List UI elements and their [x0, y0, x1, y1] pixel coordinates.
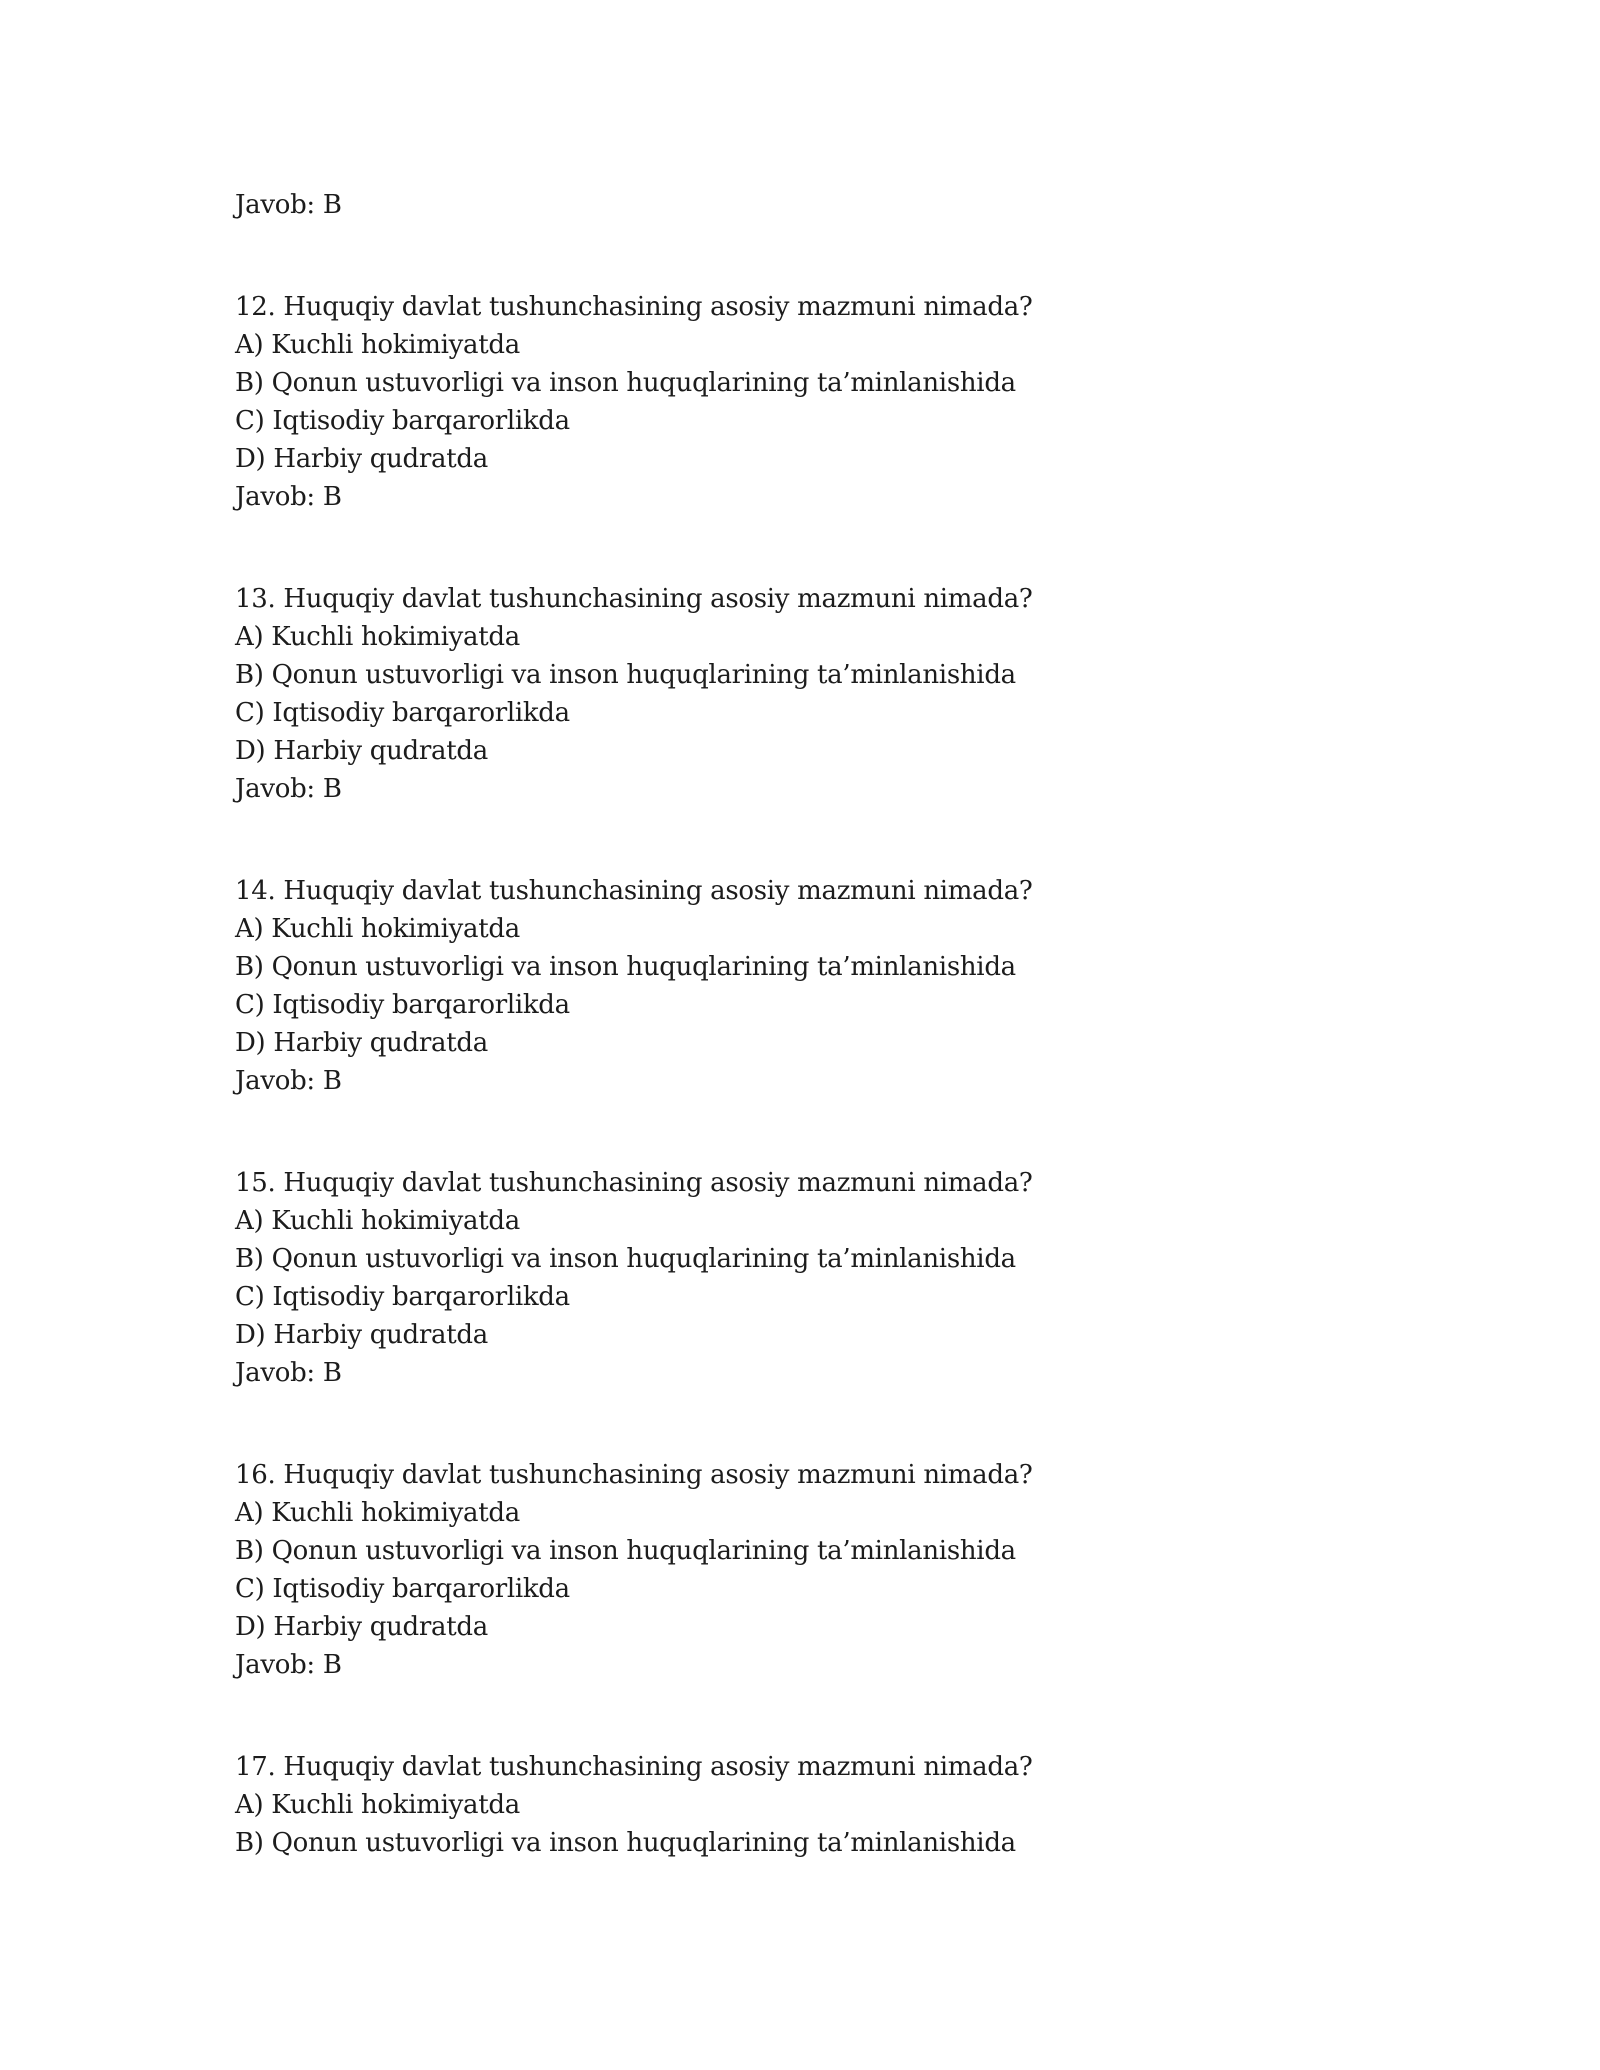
block-spacer — [235, 516, 1435, 580]
answer-line: Javob: B — [235, 1358, 342, 1388]
option-b: B) Qonun ustuvorligi va inson huquqlarining ta’minlanishida — [235, 368, 1016, 398]
option-b: B) Qonun ustuvorligi va inson huquqlarining ta’minlanishida — [235, 1536, 1016, 1566]
option-a: A) Kuchli hokimiyatda — [235, 914, 520, 944]
option-a: A) Kuchli hokimiyatda — [235, 1790, 520, 1820]
option-c: C) Iqtisodiy barqarorlikda — [235, 990, 570, 1020]
option-d: D) Harbiy qudratda — [235, 444, 488, 474]
block-spacer — [235, 224, 1435, 288]
answer-line: Javob: B — [235, 1066, 342, 1096]
question-block-15 — [235, 1164, 1435, 1392]
answer-line: Javob: B — [235, 1650, 342, 1680]
option-d: D) Harbiy qudratda — [235, 736, 488, 766]
answer-line: Javob: B — [235, 190, 342, 220]
option-a: A) Kuchli hokimiyatda — [235, 1498, 520, 1528]
block-spacer — [235, 1100, 1435, 1164]
option-c: C) Iqtisodiy barqarorlikda — [235, 1282, 570, 1312]
option-a: A) Kuchli hokimiyatda — [235, 622, 520, 652]
block-spacer — [235, 808, 1435, 872]
question-text: 17. Huquqiy davlat tushunchasining asosiy mazmuni nimada? — [235, 1752, 1033, 1782]
question-block-12 — [235, 288, 1435, 516]
answer-line: Javob: B — [235, 482, 342, 512]
option-b: B) Qonun ustuvorligi va inson huquqlarining ta’minlanishida — [235, 952, 1016, 982]
option-b: B) Qonun ustuvorligi va inson huquqlarining ta’minlanishida — [235, 1244, 1016, 1274]
question-block-13 — [235, 580, 1435, 808]
question-block-16 — [235, 1456, 1435, 1684]
option-d: D) Harbiy qudratda — [235, 1320, 488, 1350]
question-block-14 — [235, 872, 1435, 1100]
option-b: B) Qonun ustuvorligi va inson huquqlarining ta’minlanishida — [235, 660, 1016, 690]
question-text: 16. Huquqiy davlat tushunchasining asosiy mazmuni nimada? — [235, 1460, 1033, 1490]
option-c: C) Iqtisodiy barqarorlikda — [235, 406, 570, 436]
question-text: 13. Huquqiy davlat tushunchasining asosiy mazmuni nimada? — [235, 584, 1033, 614]
option-d: D) Harbiy qudratda — [235, 1612, 488, 1642]
question-text: 14. Huquqiy davlat tushunchasining asosiy mazmuni nimada? — [235, 876, 1033, 906]
document-body — [235, 186, 1435, 1862]
option-a: A) Kuchli hokimiyatda — [235, 330, 520, 360]
option-c: C) Iqtisodiy barqarorlikda — [235, 1574, 570, 1604]
option-d: D) Harbiy qudratda — [235, 1028, 488, 1058]
question-text: 12. Huquqiy davlat tushunchasining asosiy mazmuni nimada? — [235, 292, 1033, 322]
option-c: C) Iqtisodiy barqarorlikda — [235, 698, 570, 728]
block-spacer — [235, 1684, 1435, 1748]
answer-line: Javob: B — [235, 774, 342, 804]
option-a: A) Kuchli hokimiyatda — [235, 1206, 520, 1236]
question-text: 15. Huquqiy davlat tushunchasining asosiy mazmuni nimada? — [235, 1168, 1033, 1198]
option-b: B) Qonun ustuvorligi va inson huquqlarining ta’minlanishida — [235, 1828, 1016, 1858]
block-spacer — [235, 1392, 1435, 1456]
question-block-17 — [235, 1748, 1435, 1862]
